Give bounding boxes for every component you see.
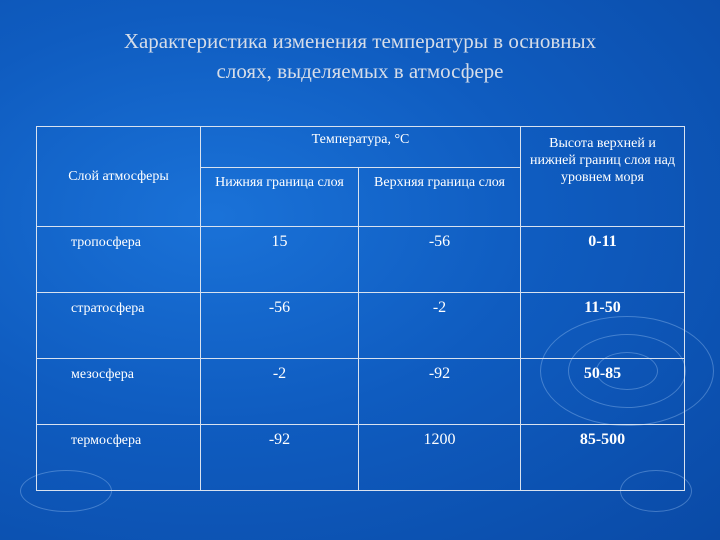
upper-temperature: -92 bbox=[359, 359, 521, 425]
header-upper-boundary: Верхняя граница слоя bbox=[359, 168, 521, 227]
slide-title bbox=[40, 26, 680, 86]
upper-temperature: -2 bbox=[359, 293, 521, 359]
atmosphere-temperature-table bbox=[36, 126, 685, 491]
table-row bbox=[37, 425, 685, 491]
lower-temperature: -56 bbox=[201, 293, 359, 359]
altitude-range: 11-50 bbox=[521, 293, 685, 359]
header-row bbox=[37, 127, 685, 168]
layer-name: стратосфера bbox=[37, 293, 201, 359]
altitude-range: 50-85 bbox=[521, 359, 685, 425]
table-row bbox=[37, 359, 685, 425]
lower-temperature: -92 bbox=[201, 425, 359, 491]
title-line: слоях, выделяемых в атмосфере bbox=[216, 59, 504, 83]
layer-name: тропосфера bbox=[37, 227, 201, 293]
header-height: Высота верхней и нижней границ слоя над уровнем моря bbox=[521, 127, 685, 227]
header-layer: Слой атмосферы bbox=[37, 127, 201, 227]
title-line: Характеристика изменения температуры в основных bbox=[123, 29, 597, 53]
upper-temperature: 1200 bbox=[359, 425, 521, 491]
altitude-range: 0-11 bbox=[521, 227, 685, 293]
layer-name: мезосфера bbox=[37, 359, 201, 425]
lower-temperature: -2 bbox=[201, 359, 359, 425]
lower-temperature: 15 bbox=[201, 227, 359, 293]
table-row bbox=[37, 293, 685, 359]
header-lower-boundary: Нижняя граница слоя bbox=[201, 168, 359, 227]
layer-name: термосфера bbox=[37, 425, 201, 491]
header-temperature: Температура, °С bbox=[201, 127, 521, 168]
altitude-range: 85-500 bbox=[521, 425, 685, 491]
upper-temperature: -56 bbox=[359, 227, 521, 293]
table-row bbox=[37, 227, 685, 293]
